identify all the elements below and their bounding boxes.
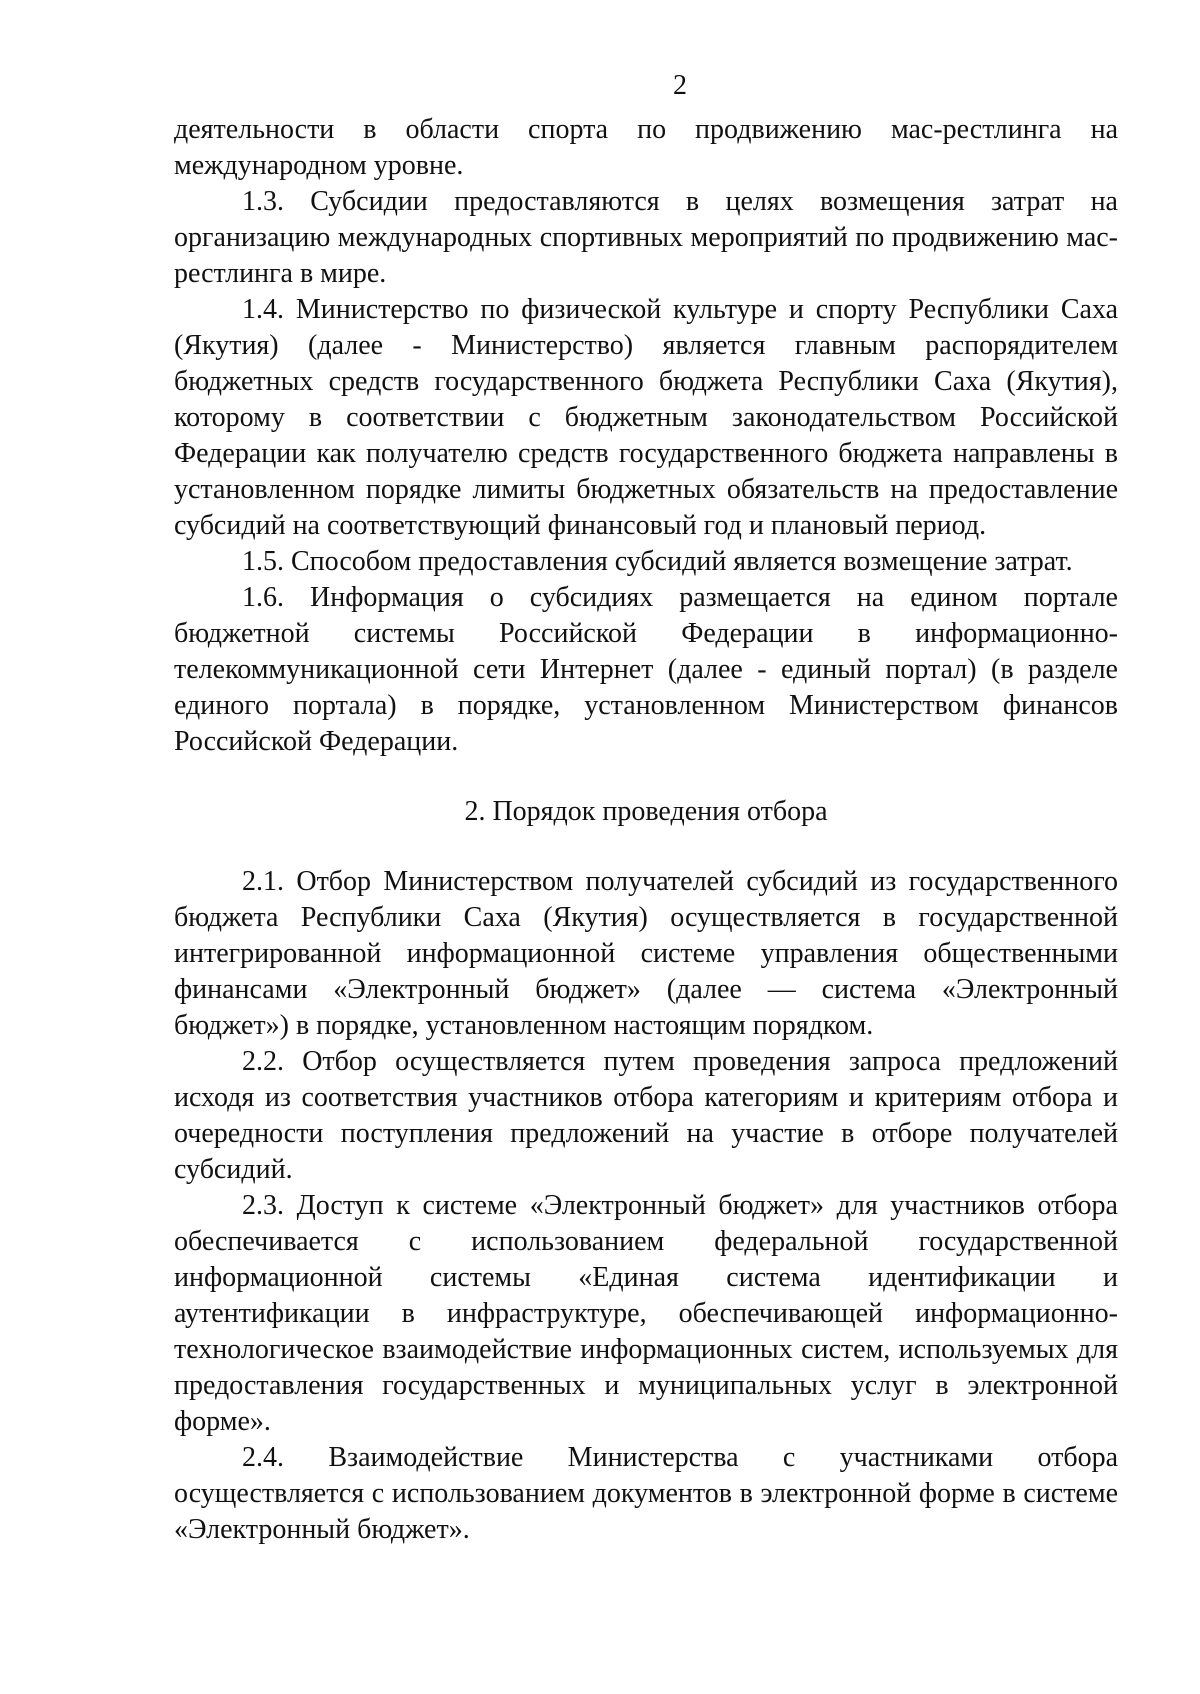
document-body [174, 112, 1118, 1548]
paragraph-1-5: 1.5. Способом предоставления субсидий является возмещение затрат. [242, 546, 1073, 577]
paragraph-2-3: 2.3. Доступ к системе «Электронный бюджет» для участников отбора обеспечивается с использованием федеральной государственной информационной системы «Единая система идентификации и аутентификации в инфраструктуре, обеспечивающей информационно-технологическое взаимодействие информационных систем, используемых для предоставления государственных и муниципальных услуг в электронной форме». [174, 1190, 1118, 1437]
page-number: 2 [673, 70, 687, 101]
paragraph-2-4: 2.4. Взаимодействие Министерства с участниками отбора осуществляется с использованием документов в электронной форме в системе «Электронный бюджет». [174, 1442, 1118, 1545]
section-heading: 2. Порядок проведения отбора [464, 796, 828, 827]
paragraph-1-6: 1.6. Информация о субсидиях размещается на едином портале бюджетной системы Российской Федерации в информационно-телекоммуникационной сети Интернет (далее - единый портал) (в разделе единого портала) в порядке, установленном Министерством финансов Российской Федерации. [174, 582, 1118, 757]
paragraph-2-2: 2.2. Отбор осуществляется путем проведения запроса предложений исходя из соответствия участников отбора категориям и критериям отбора и очередности поступления предложений на участие в отборе получателей субсидий. [174, 1046, 1118, 1185]
paragraph-1-3: 1.3. Субсидии предоставляются в целях возмещения затрат на организацию международных спортивных мероприятий по продвижению мас-рестлинга в мире. [174, 186, 1118, 289]
paragraph-1-4: 1.4. Министерство по физической культуре и спорту Республики Саха (Якутия) (далее - Министерство) является главным распорядителем бюджетных средств государственного бюджета Республики Саха (Якутия), которому в соответствии с бюджетным законодательством Российской Федерации как получателю средств государственного бюджета направлены в установленном порядке лимиты бюджетных обязательств на предоставление субсидий на соответствующий финансовый год и плановый период. [174, 294, 1118, 541]
paragraph-2-1: 2.1. Отбор Министерством получателей субсидий из государственного бюджета Республики Саха (Якутия) осуществляется в государственной интегрированной информационной системе управления общественными финансами «Электронный бюджет» (далее — система «Электронный бюджет») в порядке, установленном настоящим порядком. [174, 866, 1118, 1041]
paragraph-continuation: деятельности в области спорта по продвижению мас-рестлинга на международном уровне. [174, 114, 1118, 181]
